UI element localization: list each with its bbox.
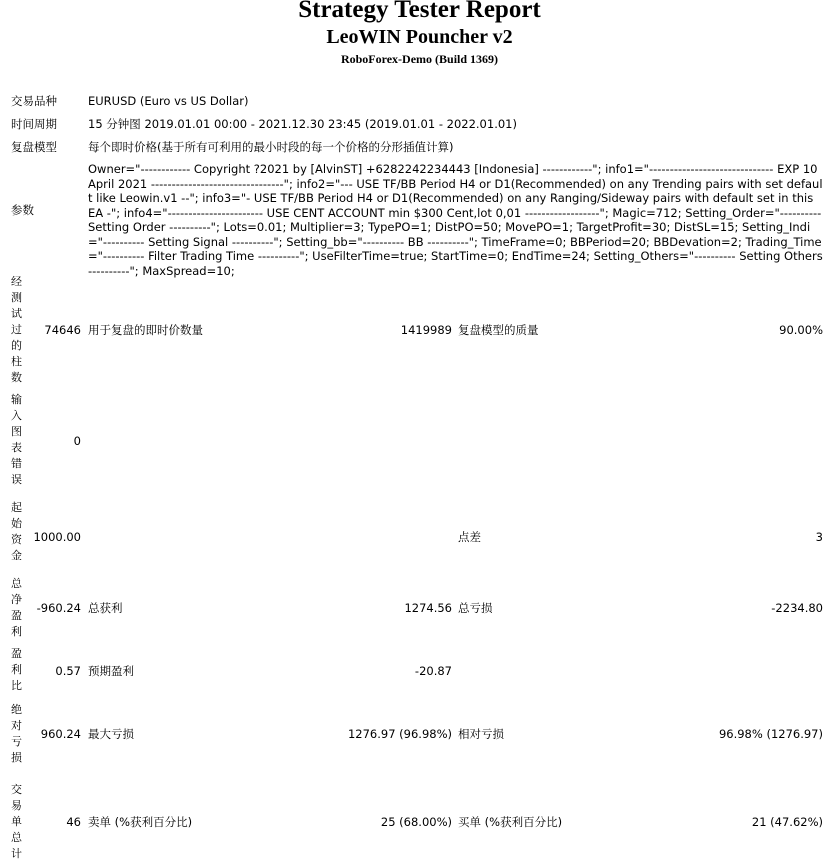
profit-factor-label: 盈利比 (11, 647, 22, 692)
long-positions-value: 21 (47.62%) (751, 815, 823, 829)
maximal-drawdown-value: 1276.97 (96.98%) (347, 727, 452, 741)
ticks-label: 用于复盘的即时价数量 (88, 323, 203, 337)
total-trades-label: 交易单总计 (11, 783, 22, 860)
gross-loss-label: 总亏损 (458, 601, 493, 615)
expected-payoff-value: -20.87 (414, 664, 452, 678)
period-value: 15 分钟图 2019.01.01 00:00 - 2021.12.30 23:45 (2019.01.01 - 2022.01.01) (88, 117, 517, 131)
net-profit-value: -960.24 (36, 601, 81, 615)
model-value: 每个即时价格(基于所有可利用的最小时段的每一个价格的分形插值计算) (88, 140, 454, 154)
gross-profit-value: 1274.56 (404, 601, 452, 615)
bars-value: 74646 (44, 323, 81, 337)
gross-loss-value: -2234.80 (771, 601, 823, 615)
server-build: RoboForex-Demo (Build 1369) (340, 52, 499, 66)
period-label: 时间周期 (11, 117, 57, 131)
quality-label: 复盘模型的质量 (458, 323, 539, 337)
expected-payoff-label: 预期盈利 (88, 664, 134, 678)
params-label: 参数 (11, 203, 34, 217)
gross-profit-label: 总获利 (88, 601, 123, 615)
report-title: Strategy Tester Report (298, 0, 541, 23)
ticks-value: 1419989 (400, 323, 452, 337)
errors-value: 0 (73, 434, 81, 448)
profit-factor-value: 0.57 (55, 664, 81, 678)
params-value: Owner="------------ Copyright ?2021 by [AlvinST] +6282242234443 [Indonesia] ------------"; info1="------------------------------ EXP 10 April 2021 --------------------------------"; info2="--- USE TF/BB Period H4 or D1(Recommended) on any Trending pairs with set default like Leowin.v1 --"; info3="- USE TF/BB Period H4 or D1(Recommended) on any Ranging/Sideway pairs with default set in this EA -"; info4="----------------------- USE CENT ACCOUNT min $300 Cent,lot 0,01 ------------------"; Magic=712; Setting_Order="---------- Setting Order ----------"; Lots=0.01; Multiplier=3; TypePO=1; DistPO=50; MovePO=1; TargetProfit=30; DistSL=15; Setting_Indi="---------- Setting Signal ----------"; Setting_bb="---------- BB ----------"; TimeFrame=0; BBPeriod=20; BBDevation=2; Trading_Time="---------- Filter Trading Time ----------"; UseFilterTime=true; StartTime=0; EndTime=24; Setting_Others="---------- Setting Others ----------"; MaxSpread=10; (88, 162, 823, 278)
absolute-drawdown-label: 绝对亏损 (11, 703, 22, 764)
bars-label: 经测试过的柱数 (11, 275, 22, 384)
short-positions-label: 卖单 (%获利百分比) (88, 815, 193, 829)
spread-label: 点差 (458, 530, 481, 544)
relative-drawdown-value: 96.98% (1276.97) (718, 727, 823, 741)
total-trades-value: 46 (66, 815, 81, 829)
maximal-drawdown-label: 最大亏损 (88, 727, 134, 741)
spread-value: 3 (815, 530, 823, 544)
symbol-value: EURUSD (Euro vs US Dollar) (88, 94, 249, 108)
model-label: 复盘模型 (11, 140, 57, 154)
deposit-label: 起始资金 (11, 501, 22, 562)
relative-drawdown-label: 相对亏损 (458, 727, 504, 741)
short-positions-value: 25 (68.00%) (380, 815, 452, 829)
net-profit-label: 总净盈利 (11, 577, 22, 638)
deposit-value: 1000.00 (33, 530, 81, 544)
quality-value: 90.00% (779, 323, 823, 337)
long-positions-label: 买单 (%获利百分比) (458, 815, 563, 829)
errors-label: 输入图表错误 (11, 393, 22, 486)
absolute-drawdown-value: 960.24 (40, 727, 81, 741)
symbol-label: 交易品种 (11, 94, 57, 108)
expert-name: LeoWIN Pouncher v2 (326, 26, 513, 48)
